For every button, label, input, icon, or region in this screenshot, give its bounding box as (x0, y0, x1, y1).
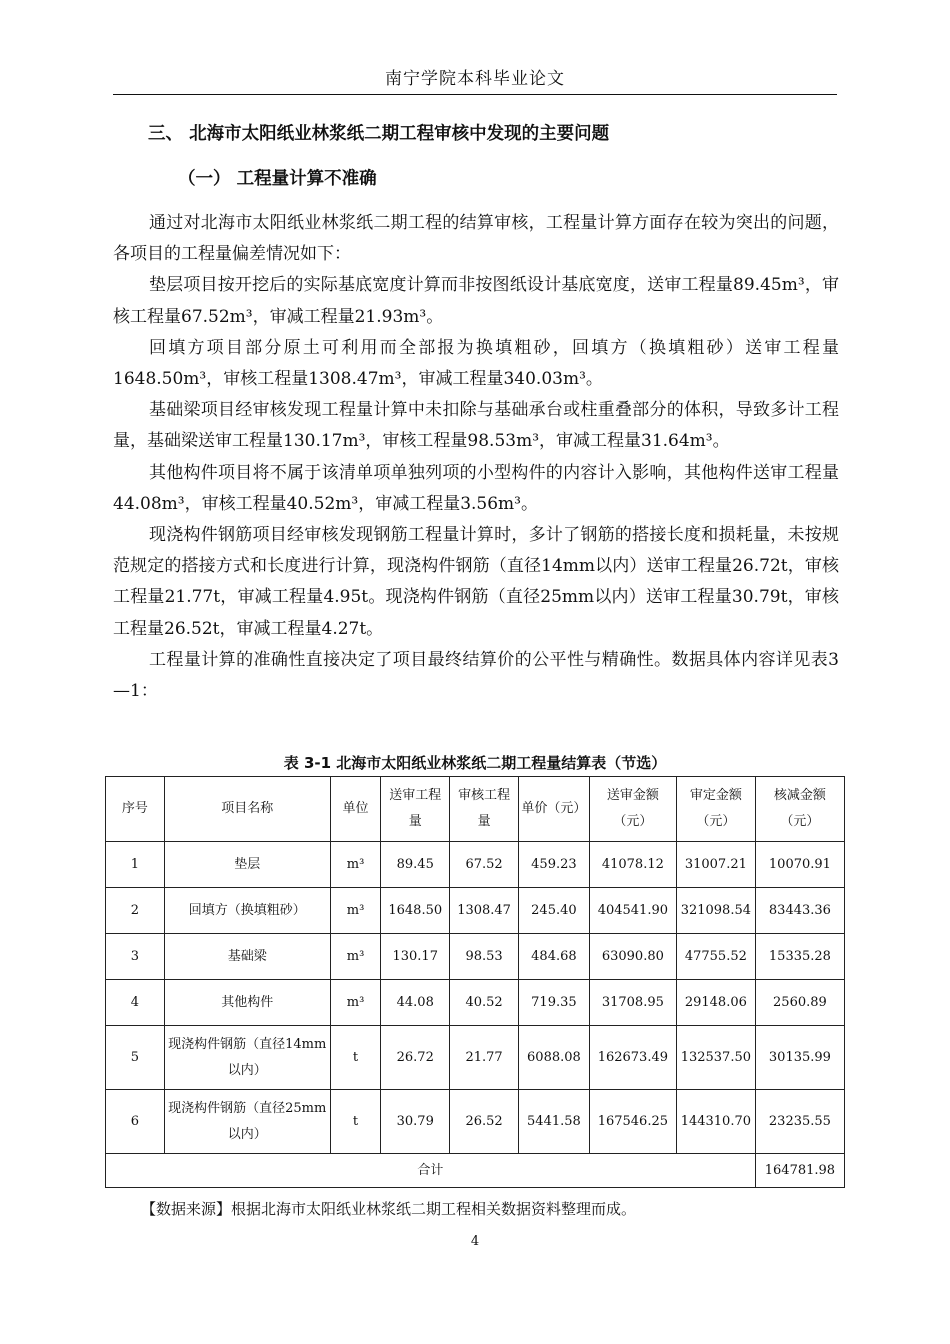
table-cell: 1308.47 (450, 888, 519, 934)
header-cell: 送审金额（元） (589, 777, 676, 842)
table-row (106, 934, 845, 980)
table-cell: 其他构件 (164, 980, 330, 1026)
page-header: 南宁学院本科毕业论文 (385, 69, 565, 89)
table-cell: 484.68 (518, 934, 589, 980)
table-cell: 1 (106, 842, 165, 888)
table-cell: 基础梁 (164, 934, 330, 980)
table-cell: 245.40 (518, 888, 589, 934)
paragraph: 基础梁项目经审核发现工程量计算中未扣除与基础承台或柱重叠部分的体积，导致多计工程量，基础梁送审工程量130.17m³，审核工程量98.53m³，审减工程量31.64m³。 (113, 400, 839, 452)
table-cell: 10070.91 (755, 842, 844, 888)
table-cell: 垫层 (164, 842, 330, 888)
total-value: 164781.98 (755, 1154, 844, 1188)
table-cell: 21.77 (450, 1026, 519, 1090)
table-cell: 23235.55 (755, 1090, 844, 1154)
table-cell: 5441.58 (518, 1090, 589, 1154)
total-label: 合计 (106, 1154, 756, 1188)
table-cell: 31708.95 (589, 980, 676, 1026)
header-cell: 核减金额（元） (755, 777, 844, 842)
subsection-heading: （一） 工程量计算不准确 (178, 169, 377, 189)
table-cell: 44.08 (381, 980, 450, 1026)
table-cell: 40.52 (450, 980, 519, 1026)
page-number: 4 (470, 1234, 480, 1249)
table-header-row (106, 777, 845, 842)
table-row (106, 888, 845, 934)
table-cell: 6088.08 (518, 1026, 589, 1090)
table-caption: 表 3-1 北海市太阳纸业林浆纸二期工程量结算表（节选） (283, 754, 667, 772)
paragraph: 现浇构件钢筋项目经审核发现钢筋工程量计算时，多计了钢筋的搭接长度和损耗量，未按规范规定的搭接方式和长度进行计算，现浇构件钢筋（直径14mm以内）送审工程量26.72t，审核工程量21.77t，审减工程量4.95t。现浇构件钢筋（直径25mm以内）送审工程量30.79t，审核工程量26.52t，审减工程量4.27t。 (113, 525, 839, 639)
table-cell: 167546.25 (589, 1090, 676, 1154)
table-cell: 26.72 (381, 1026, 450, 1090)
header-cell: 序号 (106, 777, 165, 842)
table-cell: 459.23 (518, 842, 589, 888)
paragraph: 其他构件项目将不属于该清单项单独列项的小型构件的内容计入影响，其他构件送审工程量44.08m³，审核工程量40.52m³，审减工程量3.56m³。 (113, 462, 839, 514)
table-cell: 2 (106, 888, 165, 934)
table-cell: 1648.50 (381, 888, 450, 934)
table-cell: t (330, 1090, 381, 1154)
table-row (106, 980, 845, 1026)
table-total-row (106, 1154, 845, 1188)
table-cell: 3 (106, 934, 165, 980)
table-cell: 30135.99 (755, 1026, 844, 1090)
body-text (113, 208, 839, 707)
table-cell: 2560.89 (755, 980, 844, 1026)
table-cell: 162673.49 (589, 1026, 676, 1090)
table-cell: m³ (330, 888, 381, 934)
header-cell: 项目名称 (164, 777, 330, 842)
table-cell: 130.17 (381, 934, 450, 980)
table-row (106, 1026, 845, 1090)
table-cell: m³ (330, 980, 381, 1026)
section-heading: 三、 北海市太阳纸业林浆纸二期工程审核中发现的主要问题 (148, 124, 610, 144)
header-cell: 送审工程量 (381, 777, 450, 842)
table-cell: m³ (330, 934, 381, 980)
table-cell: 67.52 (450, 842, 519, 888)
table-cell: 719.35 (518, 980, 589, 1026)
header-divider (113, 94, 837, 95)
table-cell: 5 (106, 1026, 165, 1090)
table-cell: 现浇构件钢筋（直径25mm以内） (164, 1090, 330, 1154)
table-cell: 47755.52 (676, 934, 755, 980)
paragraph: 通过对北海市太阳纸业林浆纸二期工程的结算审核，工程量计算方面存在较为突出的问题，各项目的工程量偏差情况如下： (113, 213, 839, 265)
table-cell: 404541.90 (589, 888, 676, 934)
table-cell: 26.52 (450, 1090, 519, 1154)
paragraph: 回填方项目部分原土可利用而全部报为换填粗砂，回填方（换填粗砂）送审工程量1648.50m³，审核工程量1308.47m³，审减工程量340.03m³。 (113, 337, 839, 390)
table-cell: 31007.21 (676, 842, 755, 888)
header-cell: 单位 (330, 777, 381, 842)
source-note: 【数据来源】根据北海市太阳纸业林浆纸二期工程相关数据资料整理而成。 (141, 1200, 637, 1218)
table-cell: 132537.50 (676, 1026, 755, 1090)
table-cell: 321098.54 (676, 888, 755, 934)
table-row (106, 842, 845, 888)
table-cell: 4 (106, 980, 165, 1026)
table-cell: 63090.80 (589, 934, 676, 980)
table-cell: 144310.70 (676, 1090, 755, 1154)
table-cell: 现浇构件钢筋（直径14mm以内） (164, 1026, 330, 1090)
paragraph: 垫层项目按开挖后的实际基底宽度计算而非按图纸设计基底宽度，送审工程量89.45m³，审核工程量67.52m³，审减工程量21.93m³。 (113, 275, 839, 327)
table-cell: 98.53 (450, 934, 519, 980)
table-cell: 15335.28 (755, 934, 844, 980)
settlement-table (105, 776, 845, 1188)
table-cell: 89.45 (381, 842, 450, 888)
table-cell: 回填方（换填粗砂） (164, 888, 330, 934)
paragraph: 工程量计算的准确性直接决定了项目最终结算价的公平性与精确性。数据具体内容详见表3—1： (113, 649, 839, 702)
header-cell: 审定金额（元） (676, 777, 755, 842)
table-cell: 41078.12 (589, 842, 676, 888)
table-row (106, 1090, 845, 1154)
header-cell: 单价（元） (518, 777, 589, 842)
header-cell: 审核工程量 (450, 777, 519, 842)
table-cell: 30.79 (381, 1090, 450, 1154)
table-cell: 83443.36 (755, 888, 844, 934)
table-cell: m³ (330, 842, 381, 888)
table-cell: 29148.06 (676, 980, 755, 1026)
table-cell: 6 (106, 1090, 165, 1154)
table-cell: t (330, 1026, 381, 1090)
